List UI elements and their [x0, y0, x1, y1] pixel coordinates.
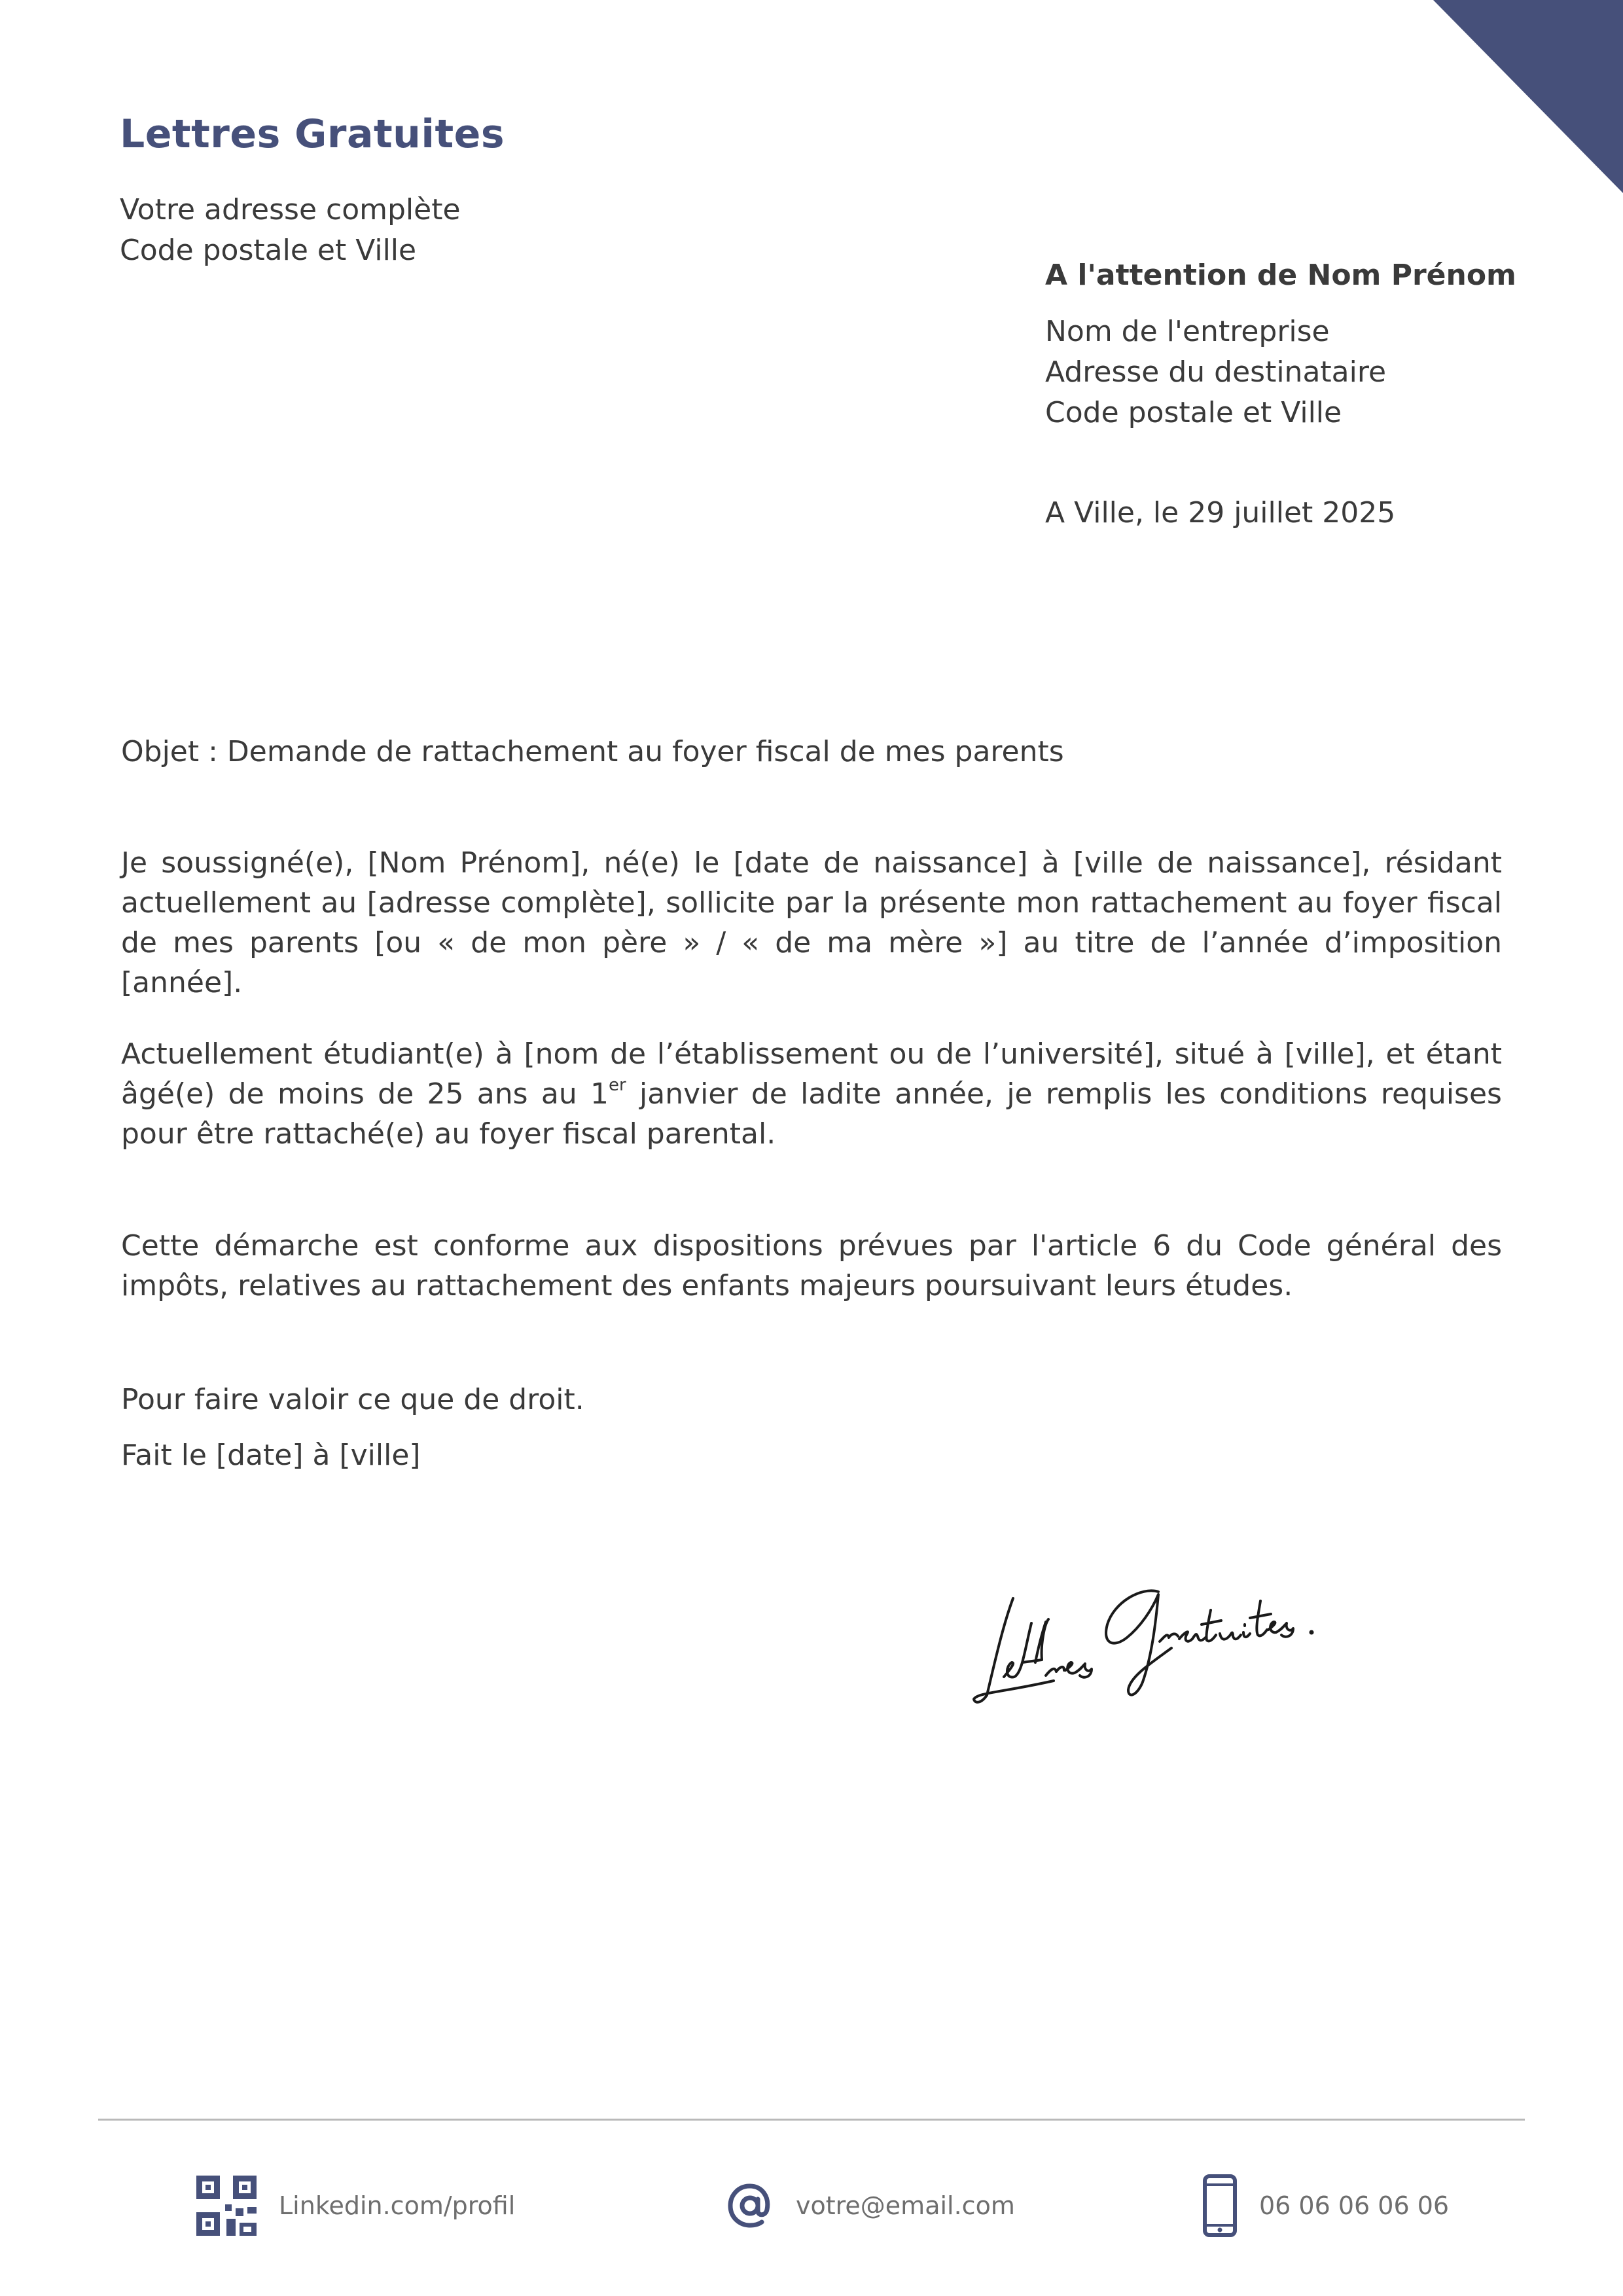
sender-address [120, 190, 461, 271]
recipient-address: Adresse du destinataire [1045, 355, 1387, 389]
place-date-line: Fait le [date] à [ville] [121, 1439, 421, 1472]
paragraph-legal-basis: Cette démarche est conforme aux dispositions prévues par l'article 6 du Code général des impôts, relatives au rattachement des enfants majeurs poursuivant leurs études. [121, 1229, 1502, 1302]
footer-linkedin[interactable] [196, 2173, 515, 2238]
footer-email[interactable] [726, 2173, 1015, 2238]
corner-decoration [1433, 0, 1623, 193]
recipient-company: Nom de l'entreprise [1045, 315, 1330, 348]
handwritten-signature [962, 1564, 1342, 1721]
linkedin-text[interactable]: Linkedin.com/profil [279, 2191, 516, 2220]
sender-name: Lettres Gratuites [120, 111, 505, 157]
sender-address-line: Votre adresse complète [120, 193, 461, 226]
recipient-block [1045, 255, 1516, 433]
recipient-attention: A l'attention de Nom Prénom [1045, 259, 1516, 292]
paragraph-conditions [121, 1034, 1502, 1154]
paragraph-conditions-end: janvier de ladite année, je remplis les conditions requises pour être rattaché(e) au foyer fiscal parental. [121, 1077, 1502, 1151]
ordinal-superscript: er [609, 1075, 626, 1096]
qr-code-icon [196, 2176, 257, 2236]
paragraph-conditions-start: Actuellement étudiant(e) à [nom de l’établissement ou de l’université], situé à [ville], et étant âgé(e) de moins de 25 ans au 1 [121, 1037, 1502, 1111]
closing-formula: Pour faire valoir ce que de droit. [121, 1383, 584, 1416]
date-line: A Ville, le 29 juillet 2025 [1045, 496, 1396, 529]
phone-text[interactable]: 06 06 06 06 06 [1259, 2191, 1450, 2220]
smartphone-icon [1203, 2174, 1237, 2237]
email-text[interactable]: votre@email.com [796, 2191, 1015, 2220]
subject-line: Objet : Demande de rattachement au foyer fiscal de mes parents [121, 735, 1064, 768]
recipient-city: Code postale et Ville [1045, 396, 1342, 429]
footer-divider [98, 2119, 1525, 2121]
footer-phone[interactable] [1203, 2173, 1449, 2238]
sender-city-line: Code postale et Ville [120, 234, 417, 267]
paragraph-identity: Je soussigné(e), [Nom Prénom], né(e) le [date de naissance] à [ville de naissance], résidant actuellement au [adresse complète], sollicite par la présente mon rattachement au foyer fiscal de mes parents [ou « de mon père » / « de ma mère »] au titre de l’année d’imposition [année]. [121, 846, 1502, 999]
at-sign-icon [726, 2182, 774, 2229]
